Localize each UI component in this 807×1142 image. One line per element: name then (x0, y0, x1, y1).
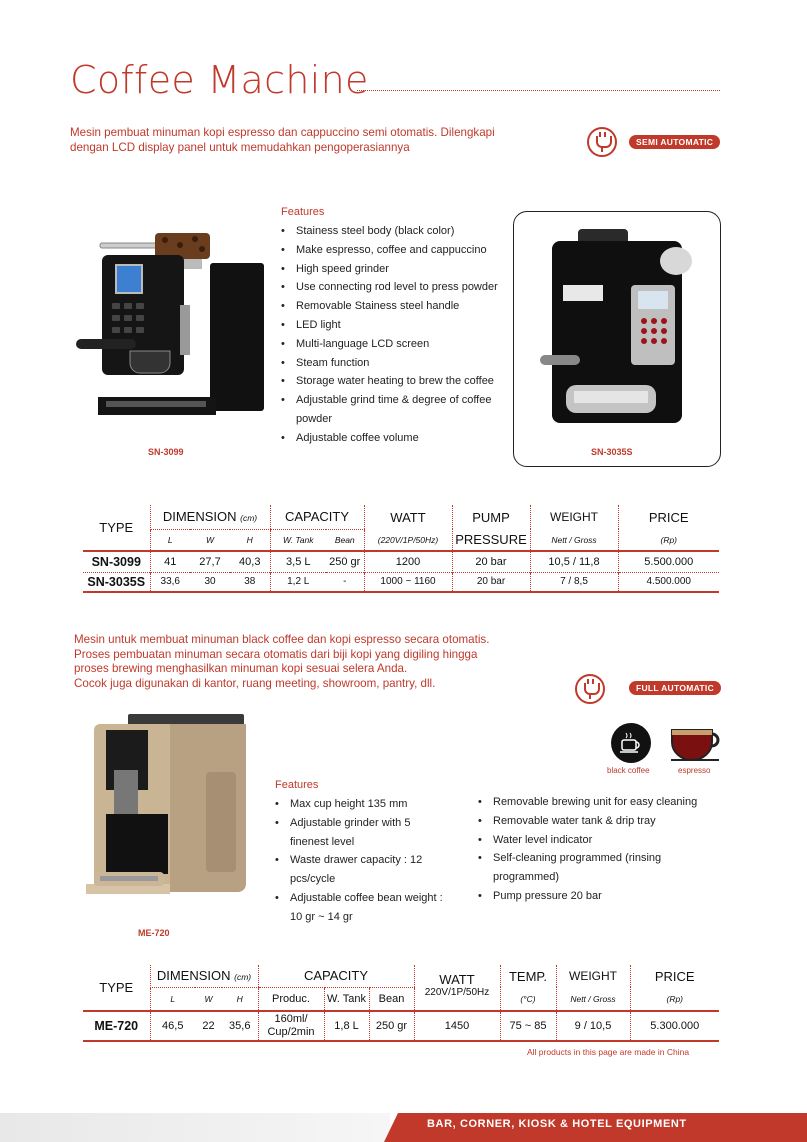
list-item: • Adjustable coffee volume (281, 429, 506, 448)
col-header-power: (220V/1P/50Hz) (364, 529, 452, 551)
col-header-w-tank: W. Tank (324, 987, 369, 1011)
table-row: ME-720 46,5 22 35,6 160ml/ Cup/2min 1,8 L 250 gr 1450 75 ~ 85 9 / 10,5 5.300.000 (83, 1011, 719, 1041)
list-item: • LED light (281, 316, 506, 335)
sn-3099-photo (70, 225, 270, 425)
title-dotted-rule (357, 90, 720, 91)
sn-3035s-caption: SN-3035S (591, 447, 633, 457)
col-header-type: TYPE (99, 520, 134, 535)
features-title: Features (275, 779, 319, 791)
col-header-temp-unit: (°C) (500, 987, 556, 1011)
espresso-icon (669, 728, 723, 762)
list-item: • Use connecting rod level to press powder (281, 278, 506, 297)
col-header-price: PRICE (630, 965, 719, 987)
col-header-bean: Bean (334, 534, 355, 545)
list-item: • Adjustable grinder with 5 finenest level (275, 814, 445, 852)
col-header-nett-gross: Nett / Gross (556, 987, 630, 1011)
list-item: • Adjustable grind time & degree of coffee powder (281, 391, 506, 429)
semi-intro: Mesin pembuat minuman kopi espresso dan cappuccino semi otomatis. Dilengkapi dengan LCD display panel untuk memudahkan pengoperasiannya (70, 126, 495, 154)
list-item: • Water level indicator (478, 831, 718, 850)
full-automatic-badge: FULL AUTOMATIC (629, 681, 721, 695)
col-header-nett-gross: Nett / Gross (530, 529, 618, 551)
col-header-dimension: DIMENSION (cm) (150, 505, 270, 529)
col-header-l: L (150, 987, 195, 1011)
col-header-w: W (204, 993, 213, 1004)
col-header-watt: WATT (364, 505, 452, 529)
semi-feature-list (281, 222, 506, 448)
col-header-pressure: PRESSURE (452, 529, 530, 551)
list-item: • Self-cleaning programmed (rinsing programmed) (478, 849, 718, 887)
col-header-capacity: CAPACITY (258, 965, 414, 987)
footer-decor (0, 1113, 390, 1142)
col-header-price: PRICE (618, 505, 719, 529)
col-header-rp: (Rp) (630, 987, 719, 1011)
full-feature-list-left (275, 795, 445, 927)
espresso-label: espresso (678, 766, 711, 775)
features-title: Features (281, 206, 325, 218)
col-header-h: H (246, 534, 253, 545)
col-header-weight: WEIGHT (556, 965, 630, 987)
list-item: • Make espresso, coffee and cappuccino (281, 241, 506, 260)
col-header-produc: Produc. (258, 987, 324, 1011)
col-header-rp: (Rp) (618, 529, 719, 551)
footer-text: BAR, CORNER, KIOSK & HOTEL EQUIPMENT (427, 1118, 687, 1130)
list-item: • Pump pressure 20 bar (478, 887, 718, 906)
col-header-w: W (205, 534, 215, 545)
table-row: SN-3099 41 27,7 40,3 3,5 L 250 gr 1200 20 bar 10,5 / 11,8 5.500.000 (83, 551, 719, 572)
list-item: • Waste drawer capacity : 12 pcs/cycle (275, 851, 445, 889)
list-item: • High speed grinder (281, 260, 506, 279)
col-header-power: 220V/1P/50Hz (414, 987, 500, 1011)
black-coffee-label: black coffee (607, 766, 650, 775)
col-header-capacity: CAPACITY (270, 505, 364, 529)
list-item: • Removable brewing unit for easy cleaning (478, 793, 718, 812)
full-feature-list-right (478, 793, 718, 906)
col-header-dimension: DIMENSION (cm) (150, 965, 258, 987)
plug-icon (587, 127, 617, 157)
full-intro: Mesin untuk membuat minuman black coffee dan kopi espresso secara otomatis. Proses pembuatan minuman secara otomatis dari biji kopi yang digiling hingga proses brewing menghasilkan minuman kopi sesuai selera Anda. Cocok juga digunakan di kantor, ruang meeting, showroom, pantry, dll. (74, 633, 490, 690)
col-header-watt: WATT (414, 965, 500, 987)
sn-3035s-photo (538, 225, 698, 430)
table-row: SN-3035S 33,6 30 38 1,2 L - 1000 ~ 1160 20 bar 7 / 8,5 4.500.000 (83, 572, 719, 592)
col-header-bean: Bean (369, 987, 414, 1011)
col-header-w-tank: W. Tank (270, 529, 326, 551)
list-item: • Adjustable coffee bean weight : 10 gr ~ 14 gr (275, 889, 445, 927)
list-item: • Removable water tank & drip tray (478, 812, 718, 831)
list-item: • Max cup height 135 mm (275, 795, 445, 814)
list-item: • Removable Stainess steel handle (281, 297, 506, 316)
col-header-weight: WEIGHT (530, 505, 618, 529)
made-in-china-note: All products in this page are made in China (527, 1047, 690, 1057)
list-item: • Multi-language LCD screen (281, 335, 506, 354)
me-720-caption: ME-720 (138, 928, 170, 938)
plug-icon (575, 674, 605, 704)
me-720-photo (86, 712, 252, 922)
list-item: • Storage water heating to brew the coffee (281, 372, 506, 391)
semi-spec-table (83, 505, 719, 593)
col-header-l: L (150, 529, 190, 551)
col-header-h: H (236, 993, 243, 1004)
list-item: • Steam function (281, 354, 506, 373)
sn-3099-caption: SN-3099 (148, 447, 184, 457)
col-header-type: TYPE (99, 980, 134, 995)
full-spec-table (83, 965, 719, 1042)
col-header-pump: PUMP (452, 505, 530, 529)
black-coffee-icon (610, 722, 652, 764)
col-header-temp: TEMP. (500, 965, 556, 987)
page-title: Coffee Machine (70, 58, 369, 102)
semi-automatic-badge: SEMI AUTOMATIC (629, 135, 720, 149)
list-item: • Stainess steel body (black color) (281, 222, 506, 241)
